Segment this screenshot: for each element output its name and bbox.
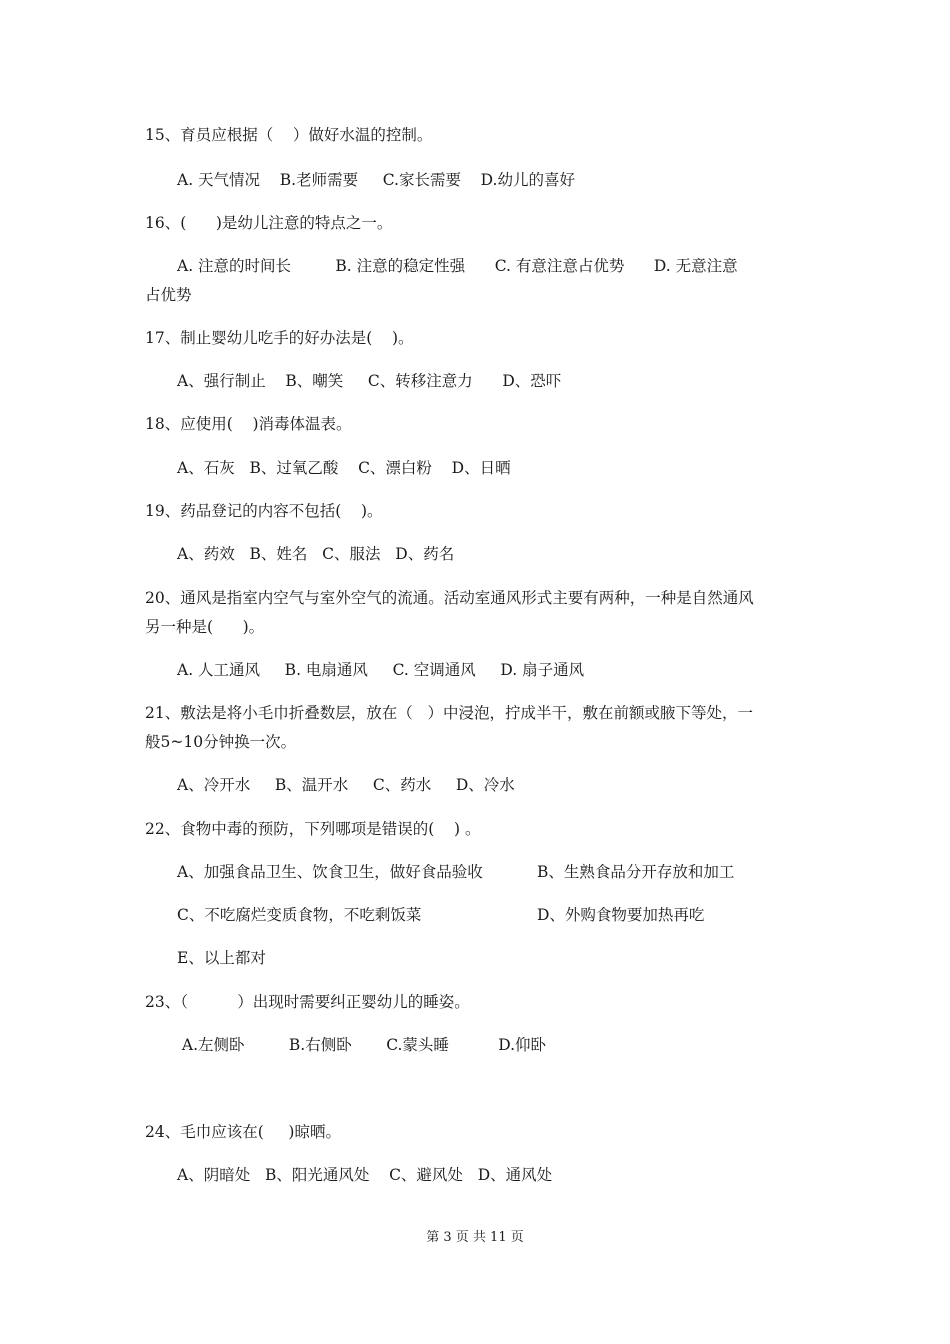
question-15-options: A. 天气情况 B.老师需要 C.家长需要 D.幼儿的喜好 — [177, 171, 575, 189]
question-15-stem: 15、育员应根据（ ）做好水温的控制。 — [145, 126, 433, 144]
question-22-stem: 22、食物中毒的预防，下列哪项是错误的( ) 。 — [145, 820, 481, 838]
question-16-options: A. 注意的时间长 B. 注意的稳定性强 C. 有意注意占优势 D. 无意注意 — [177, 257, 738, 275]
question-22-option-e: E、以上都对 — [177, 949, 266, 967]
question-22-option-a: A、加强食品卫生、饮食卫生，做好食品验收 — [177, 863, 483, 881]
question-17-options: A、强行制止 B、嘲笑 C、转移注意力 D、恐吓 — [177, 372, 562, 390]
question-20-options: A. 人工通风 B. 电扇通风 C. 空调通风 D. 扇子通风 — [177, 661, 585, 679]
question-20-stem: 20、通风是指室内空气与室外空气的流通。活动室通风形式主要有两种，一种是自然通风 — [145, 589, 754, 607]
question-18-options: A、石灰 B、过氧乙酸 C、漂白粉 D、日晒 — [177, 459, 511, 477]
question-22-option-b: B、生熟食品分开存放和加工 — [537, 863, 735, 881]
question-24-options: A、阴暗处 B、阳光通风处 C、避风处 D、通风处 — [177, 1166, 553, 1184]
question-19-stem: 19、药品登记的内容不包括( )。 — [145, 502, 383, 520]
question-18-stem: 18、应使用( )消毒体温表。 — [145, 415, 352, 433]
question-17-stem: 17、制止婴幼儿吃手的好办法是( )。 — [145, 329, 414, 347]
question-24-stem: 24、毛巾应该在( )晾晒。 — [145, 1123, 341, 1141]
question-22-option-c: C、不吃腐烂变质食物，不吃剩饭菜 — [177, 906, 422, 924]
page-footer: 第 3 页 共 11 页 — [426, 1230, 524, 1245]
question-21-options: A、冷开水 B、温开水 C、药水 D、冷水 — [177, 776, 515, 794]
question-19-options: A、药效 B、姓名 C、服法 D、药名 — [177, 545, 455, 563]
question-20-stem-continued: 另一种是( )。 — [145, 618, 265, 636]
question-16-stem: 16、( )是幼儿注意的特点之一。 — [145, 214, 393, 232]
question-23-stem: 23、（ ）出现时需要纠正婴幼儿的睡姿。 — [145, 993, 470, 1011]
question-16-options-continued: 占优势 — [145, 286, 192, 304]
question-22-option-d: D、外购食物要加热再吃 — [537, 906, 705, 924]
question-21-stem: 21、敷法是将小毛巾折叠数层，放在（ ）中浸泡，拧成半干，敷在前额或腋下等处，一 — [145, 704, 754, 722]
question-21-stem-continued: 般5~10分钟换一次。 — [145, 733, 297, 751]
question-23-options: A.左侧卧 B.右侧卧 C.蒙头睡 D.仰卧 — [177, 1036, 547, 1054]
